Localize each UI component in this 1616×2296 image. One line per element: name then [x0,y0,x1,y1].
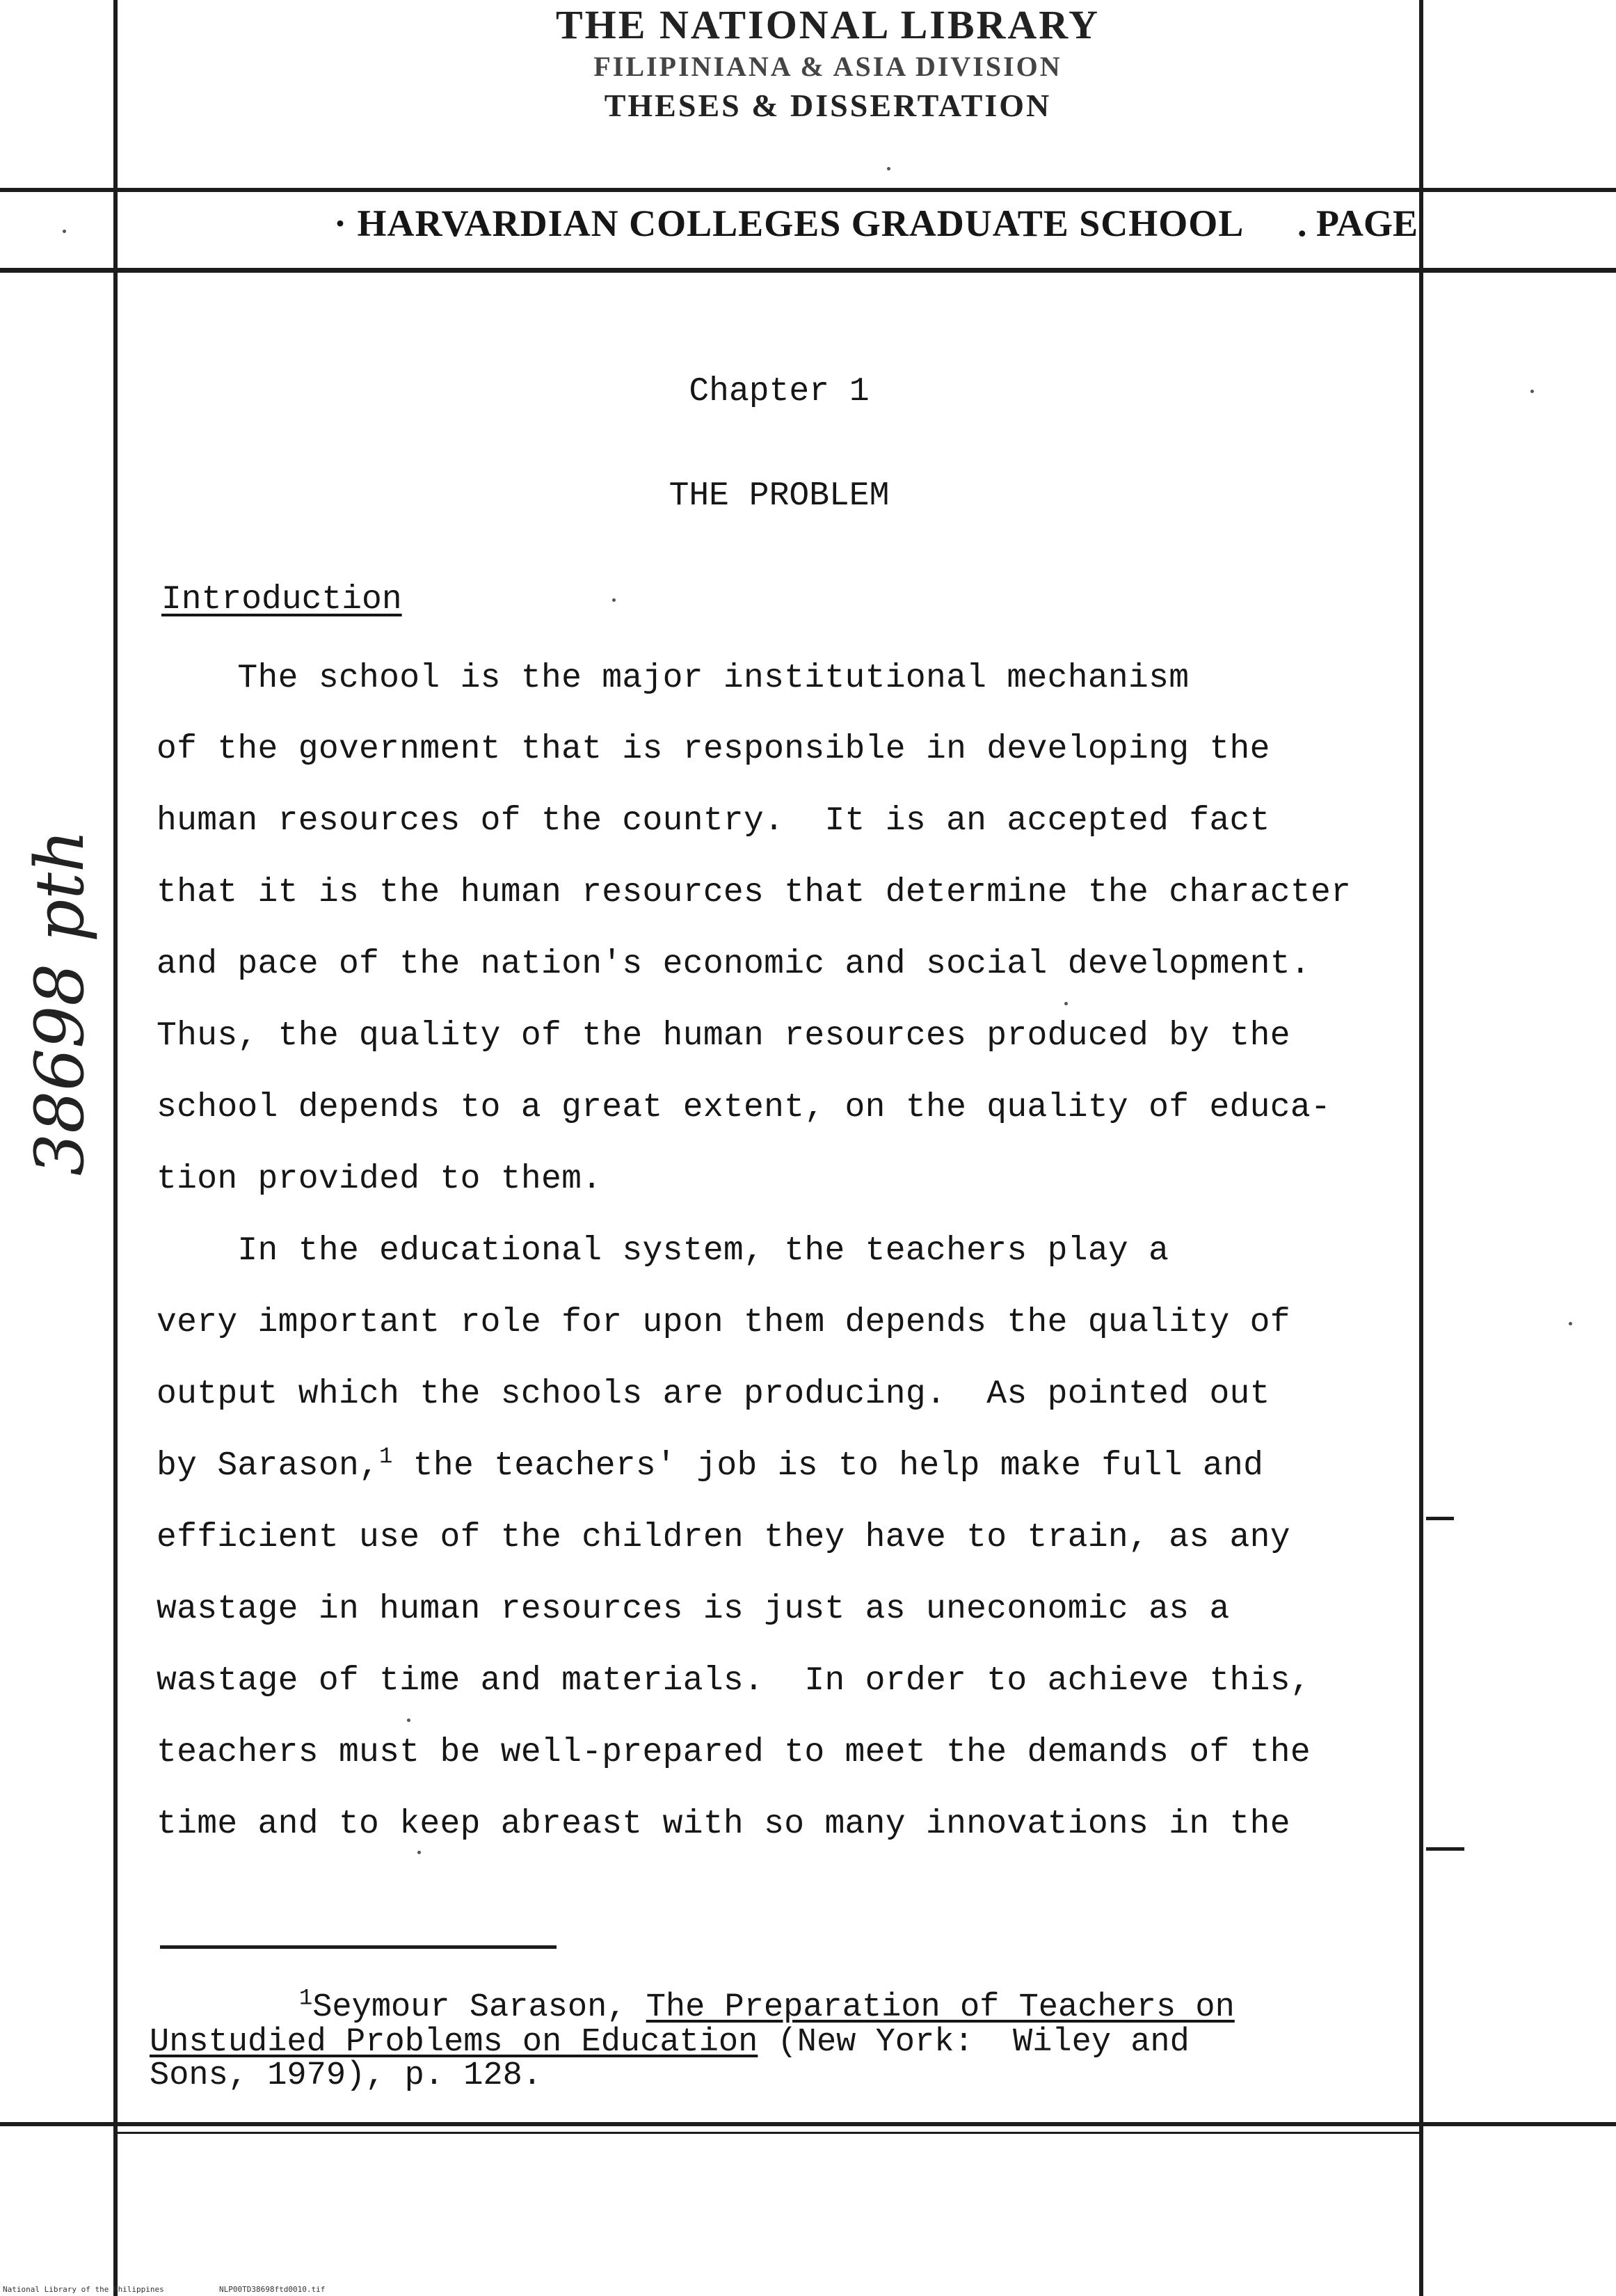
body-text-line: wastage in human resources is just as uneconomic as a [157,1591,1230,1628]
scan-speck [887,167,890,170]
body-text-line: school depends to a great extent, on the quality of educa- [157,1089,1331,1126]
body-text-line: output which the schools are producing. As pointed out [157,1376,1270,1413]
citation-prefix: by Sarason, [157,1447,380,1485]
body-text-line-citation [157,1444,1264,1485]
footnote-line-2 [150,2026,1190,2059]
body-text-line: tion provided to them. [157,1161,602,1198]
page-label: . PAGE [1297,202,1418,244]
body-text-line: of the government that is responsible in developing the [157,731,1270,768]
library-stamp-line-2: FILIPINIANA & ASIA DIVISION [593,51,1062,82]
handwritten-accession-note: 38698 pth [21,829,99,1176]
chapter-title: THE PROBLEM [669,477,890,515]
library-stamp-line-3: THESES & DISSERTATION [604,88,1052,123]
body-text-line: The school is the major institutional mechanism [157,660,1190,697]
right-margin-rule [1419,0,1423,2296]
body-text-line: efficient use of the children they have to train, as any [157,1519,1290,1556]
margin-tick [1426,1847,1464,1851]
body-text-line: human resources of the country. It is an accepted fact [157,802,1270,840]
page-bottom-rule-2 [115,2132,1423,2134]
footnote-line-1 [299,1985,1235,2026]
scan-speck [407,1719,410,1722]
scan-speck [1530,390,1534,393]
scan-credit-right: NLP00TD38698ftd0010.tif [219,2285,326,2294]
body-text-line: Thus, the quality of the human resources produced by the [157,1017,1290,1055]
body-text-line: In the educational system, the teachers play a [157,1232,1169,1270]
section-heading: Introduction [161,581,402,619]
footnote-publisher: (New York: Wiley and [758,2024,1190,2061]
footnote-author: Seymour Sarason, [312,1989,646,2026]
footnote-separator [160,1945,557,1949]
margin-tick [1426,1517,1454,1520]
chapter-number: Chapter 1 [689,373,870,410]
scan-speck [1064,1002,1068,1005]
footnote-line-3: Sons, 1979), p. 128. [150,2057,543,2094]
scan-speck [612,598,616,602]
scan-speck [1569,1322,1572,1325]
scan-speck [417,1851,421,1854]
header-top-rule [0,188,1616,192]
scan-speck [63,230,66,233]
footnote-title-part-2: Unstudied Problems on Education [150,2024,758,2061]
scan-credit-left: National Library of the Philippines [3,2285,164,2294]
footnote-number: 1 [299,1985,313,2011]
left-margin-rule [113,0,118,2296]
body-text-line: time and to keep abreast with so many innovations in the [157,1805,1290,1843]
school-header: · HARVARDIAN COLLEGES GRADUATE SCHOOL [334,202,1245,244]
footnote-title-part-1: The Preparation of Teachers on [646,1989,1235,2026]
body-text-line: wastage of time and materials. In order to achieve this, [157,1662,1311,1700]
header-bottom-rule [0,268,1616,273]
page-bottom-rule [0,2122,1616,2126]
body-text-line: teachers must be well-prepared to meet the demands of the [157,1734,1311,1771]
footnote-reference: 1 [379,1444,393,1469]
citation-rest: the teachers' job is to help make full and [392,1447,1264,1485]
body-text-line: and pace of the nation's economic and social development. [157,946,1311,983]
library-stamp-line-1: THE NATIONAL LIBRARY [555,2,1101,47]
body-text-line: very important role for upon them depends the quality of [157,1304,1290,1341]
body-text-line: that it is the human resources that determine the character [157,874,1352,911]
